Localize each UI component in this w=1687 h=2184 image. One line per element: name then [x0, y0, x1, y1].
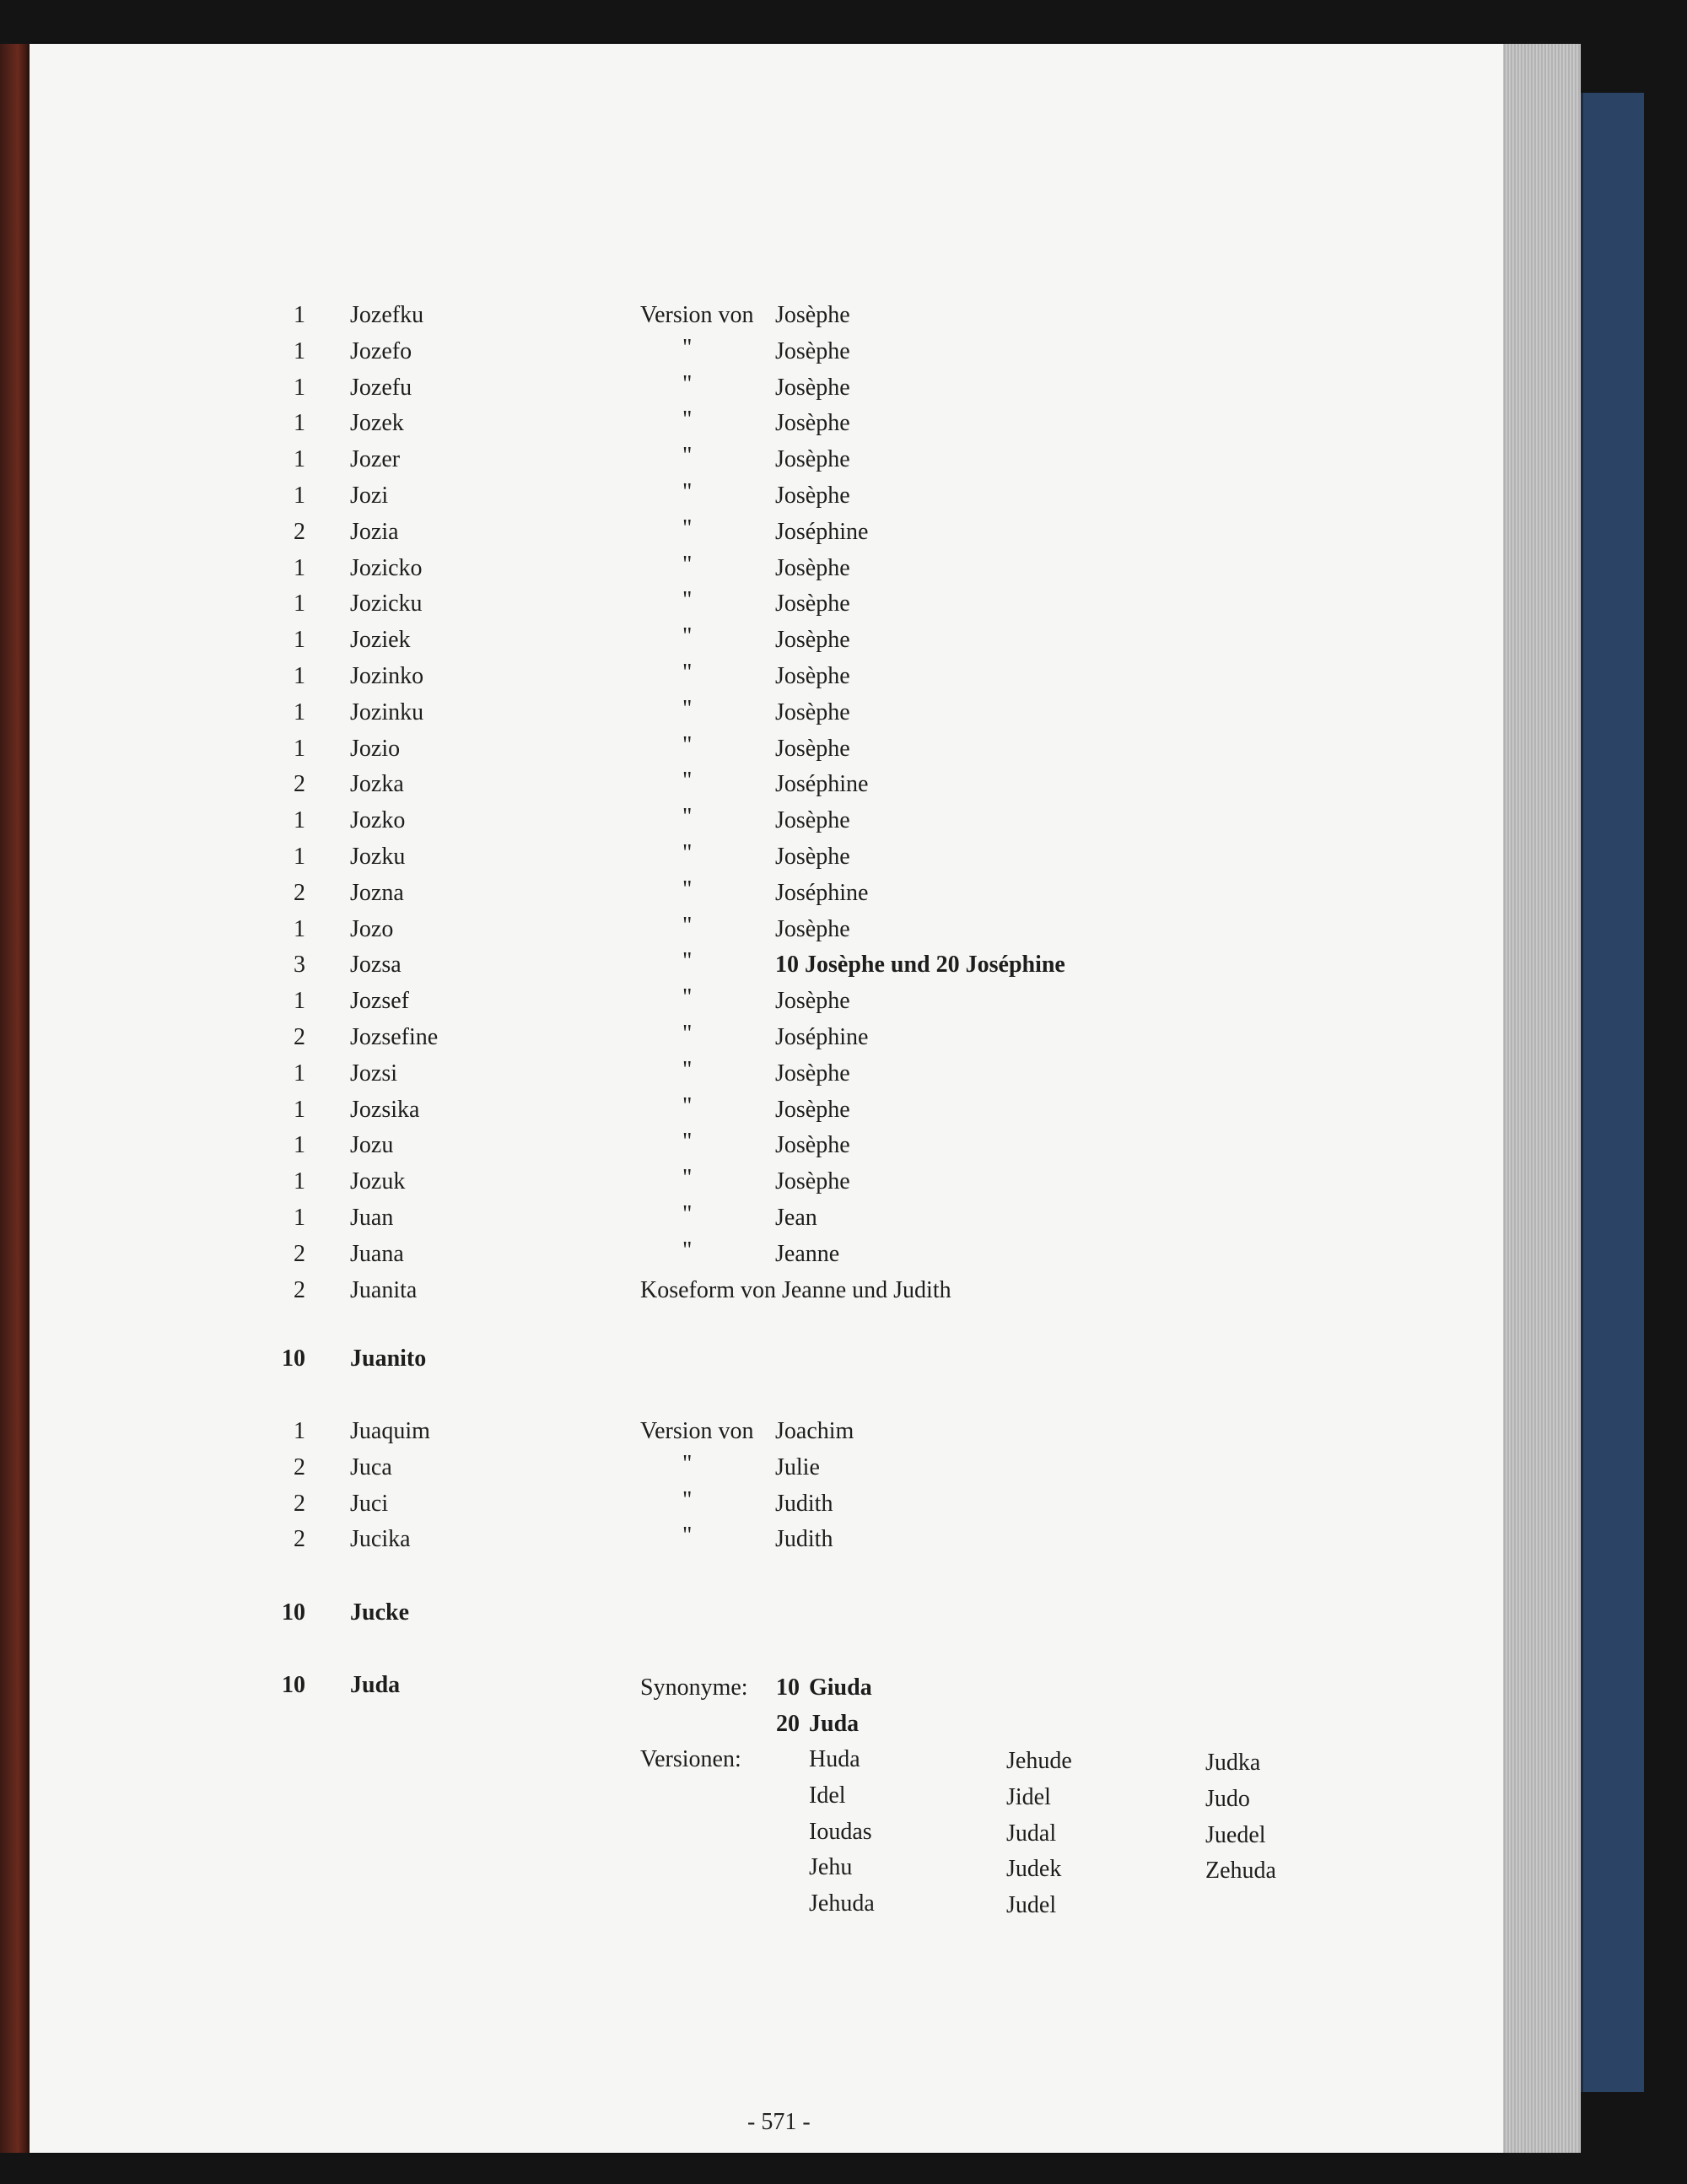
entry-count: 1: [294, 735, 305, 762]
ditto-mark: ": [682, 984, 693, 1011]
entry-name: Juanita: [350, 1276, 418, 1303]
entry-count: 1: [294, 374, 305, 401]
entry-name: Jozko: [350, 807, 406, 834]
entry-name: Jozicku: [350, 590, 423, 617]
entry-count: 1: [294, 1168, 305, 1195]
entry-target: 10 Josèphe und 20 Joséphine: [775, 952, 1065, 979]
ditto-mark: ": [682, 551, 693, 578]
entry-count: 2: [294, 518, 305, 545]
ditto-mark: ": [682, 660, 693, 686]
entry-target: Josèphe: [775, 663, 850, 689]
entry-count: 1: [294, 446, 305, 473]
entry-count: 10: [282, 1599, 305, 1626]
book-binding: [0, 44, 30, 2153]
ditto-mark: ": [682, 1021, 693, 1047]
entry-count: 1: [294, 627, 305, 654]
ditto-mark: ": [682, 587, 693, 614]
entry-target: Josèphe: [775, 735, 850, 762]
version-name: Zehuda: [1205, 1858, 1276, 1885]
ditto-mark: ": [682, 1486, 693, 1513]
ditto-mark: ": [682, 876, 693, 903]
entry-target: Josèphe: [775, 988, 850, 1015]
entry-name: Jozefku: [350, 302, 424, 328]
ditto-mark: ": [682, 479, 693, 505]
entry-name: Jozefu: [350, 374, 412, 401]
ditto-mark: ": [682, 623, 693, 650]
ditto-mark: ": [682, 1237, 693, 1264]
entry-count: 1: [294, 1060, 305, 1087]
entry-count: 2: [294, 1276, 305, 1303]
entry-name: Jozek: [350, 410, 404, 437]
entry-name: Juan: [350, 1205, 394, 1231]
entry-name: Jozuk: [350, 1168, 406, 1195]
entry-count: 1: [294, 302, 305, 328]
version-name: Judal: [1006, 1820, 1057, 1847]
entry-count: 1: [294, 1096, 305, 1123]
version-name: Jehu: [809, 1854, 853, 1881]
entry-name: Jozicko: [350, 554, 423, 581]
ditto-mark: ": [682, 1450, 693, 1477]
entry-target: Josèphe: [775, 410, 850, 437]
entry-count: 2: [294, 1490, 305, 1517]
entry-name: Joziek: [350, 627, 411, 654]
synonym-count: 10: [776, 1674, 800, 1701]
entry-target: Josèphe: [775, 374, 850, 401]
entry-target: Jean: [775, 1205, 817, 1231]
entry-target: Joséphine: [775, 518, 869, 545]
entry-count: 1: [294, 663, 305, 689]
version-name: Huda: [809, 1746, 860, 1772]
entry-target: Julie: [775, 1453, 820, 1480]
synonym-name: Juda: [809, 1710, 860, 1737]
entry-target: Josèphe: [775, 698, 850, 725]
entry-count: 1: [294, 1132, 305, 1159]
entry-name: Jozia: [350, 518, 399, 545]
entry-count: 10: [282, 1672, 305, 1698]
entry-count: 3: [294, 952, 305, 979]
version-name: Juedel: [1205, 1821, 1266, 1848]
ditto-mark: ": [682, 370, 693, 397]
entry-target: Josèphe: [775, 590, 850, 617]
entry-name: Jozio: [350, 735, 401, 762]
entry-name: Jucika: [350, 1526, 411, 1553]
entry-target: Josèphe: [775, 807, 850, 834]
entry-name: Jucke: [350, 1599, 409, 1626]
version-name: Jidel: [1006, 1783, 1051, 1810]
ditto-mark: ": [682, 443, 693, 470]
entry-target: Joséphine: [775, 1024, 869, 1050]
ditto-mark: ": [682, 912, 693, 939]
ditto-mark: ": [682, 1165, 693, 1192]
entry-target: Josèphe: [775, 915, 850, 942]
entry-prefix: Version von: [640, 1418, 754, 1444]
entry-count: 2: [294, 1024, 305, 1050]
entry-name: Juda: [350, 1672, 401, 1698]
versionen-label: Versionen:: [640, 1746, 741, 1772]
entry-name: Jozsef: [350, 988, 409, 1015]
version-name: Ioudas: [809, 1818, 872, 1845]
entry-count: 1: [294, 915, 305, 942]
entry-target: Joachim: [775, 1418, 854, 1444]
ditto-mark: ": [682, 695, 693, 722]
entry-target: Josèphe: [775, 844, 850, 870]
ditto-mark: ": [682, 1056, 693, 1083]
entry-target: Josèphe: [775, 337, 850, 364]
entry-count: 2: [294, 1240, 305, 1267]
entry-target: Josèphe: [775, 1060, 850, 1087]
ditto-mark: ": [682, 334, 693, 361]
entry-target: Josèphe: [775, 302, 850, 328]
entry-target: Josèphe: [775, 1132, 850, 1159]
ditto-mark: ": [682, 1201, 693, 1227]
entry-target: Josèphe: [775, 1096, 850, 1123]
entry-target: Josèphe: [775, 1168, 850, 1195]
entry-target: Joséphine: [775, 771, 869, 798]
entry-count: 1: [294, 988, 305, 1015]
book-cover: [1581, 93, 1644, 2092]
entry-name: Juana: [350, 1240, 404, 1267]
entry-name: Jozinko: [350, 663, 424, 689]
entry-target: Josèphe: [775, 446, 850, 473]
entry-count: 2: [294, 879, 305, 906]
entry-target: Jeanne: [775, 1240, 840, 1267]
entry-count: 1: [294, 590, 305, 617]
version-name: Jehuda: [809, 1890, 875, 1917]
synonyme-label: Synonyme:: [640, 1674, 748, 1701]
entry-name: Jozsika: [350, 1096, 420, 1123]
entry-count: 1: [294, 554, 305, 581]
version-name: Jehude: [1006, 1748, 1072, 1774]
entry-count: 1: [294, 698, 305, 725]
entry-name: Jozinku: [350, 698, 424, 725]
ditto-mark: ": [682, 804, 693, 831]
entry-count: 2: [294, 1526, 305, 1553]
entry-name: Jozsefine: [350, 1024, 439, 1050]
entry-count: 1: [294, 1205, 305, 1231]
entry-target: Josèphe: [775, 483, 850, 509]
version-name: Judek: [1006, 1856, 1062, 1883]
ditto-mark: ": [682, 768, 693, 795]
version-name: Idel: [809, 1782, 846, 1809]
entry-target: Joséphine: [775, 879, 869, 906]
entry-name: Jozka: [350, 771, 404, 798]
entry-count: 1: [294, 337, 305, 364]
entry-prefix: Version von: [640, 302, 754, 328]
ditto-mark: ": [682, 840, 693, 866]
entry-name: Juca: [350, 1453, 392, 1480]
page-edges: [1503, 44, 1581, 2153]
entry-name: Jozu: [350, 1132, 394, 1159]
entry-name: Jozer: [350, 446, 401, 473]
entry-count: 1: [294, 410, 305, 437]
entry-count: 10: [282, 1345, 305, 1372]
entry-count: 2: [294, 771, 305, 798]
ditto-mark: ": [682, 1129, 693, 1156]
ditto-mark: ": [682, 1523, 693, 1550]
entry-name: Jozsi: [350, 1060, 397, 1087]
entry-count: 1: [294, 844, 305, 870]
entry-name: Juci: [350, 1490, 389, 1517]
entry-target: Judith: [775, 1490, 833, 1517]
entry-count: 2: [294, 1453, 305, 1480]
entry-name: Jozefo: [350, 337, 412, 364]
version-name: Judo: [1205, 1785, 1250, 1812]
synonym-name: Giuda: [809, 1674, 872, 1701]
entry-count: 1: [294, 807, 305, 834]
entry-target: Josèphe: [775, 627, 850, 654]
entry-name: Jozku: [350, 844, 406, 870]
version-name: Judka: [1205, 1750, 1261, 1776]
entry-name: Jozna: [350, 879, 404, 906]
synonym-count: 20: [776, 1710, 800, 1737]
entry-name: Juanito: [350, 1345, 427, 1372]
entry-target: Judith: [775, 1526, 833, 1553]
entry-count: 1: [294, 1418, 305, 1444]
entry-count: 1: [294, 483, 305, 509]
entry-name: Jozo: [350, 915, 394, 942]
page-number: - 571 -: [747, 2109, 811, 2135]
entry-target: Josèphe: [775, 554, 850, 581]
ditto-mark: ": [682, 948, 693, 975]
entry-name: Jozsa: [350, 952, 402, 979]
entry-name: Jozi: [350, 483, 389, 509]
ditto-mark: ": [682, 407, 693, 434]
ditto-mark: ": [682, 731, 693, 758]
book-page: [30, 44, 1506, 2153]
ditto-mark: ": [682, 1092, 693, 1119]
entry-target: Koseform von Jeanne und Judith: [640, 1276, 951, 1303]
entry-name: Juaquim: [350, 1418, 430, 1444]
version-name: Judel: [1006, 1892, 1057, 1919]
ditto-mark: ": [682, 515, 693, 542]
